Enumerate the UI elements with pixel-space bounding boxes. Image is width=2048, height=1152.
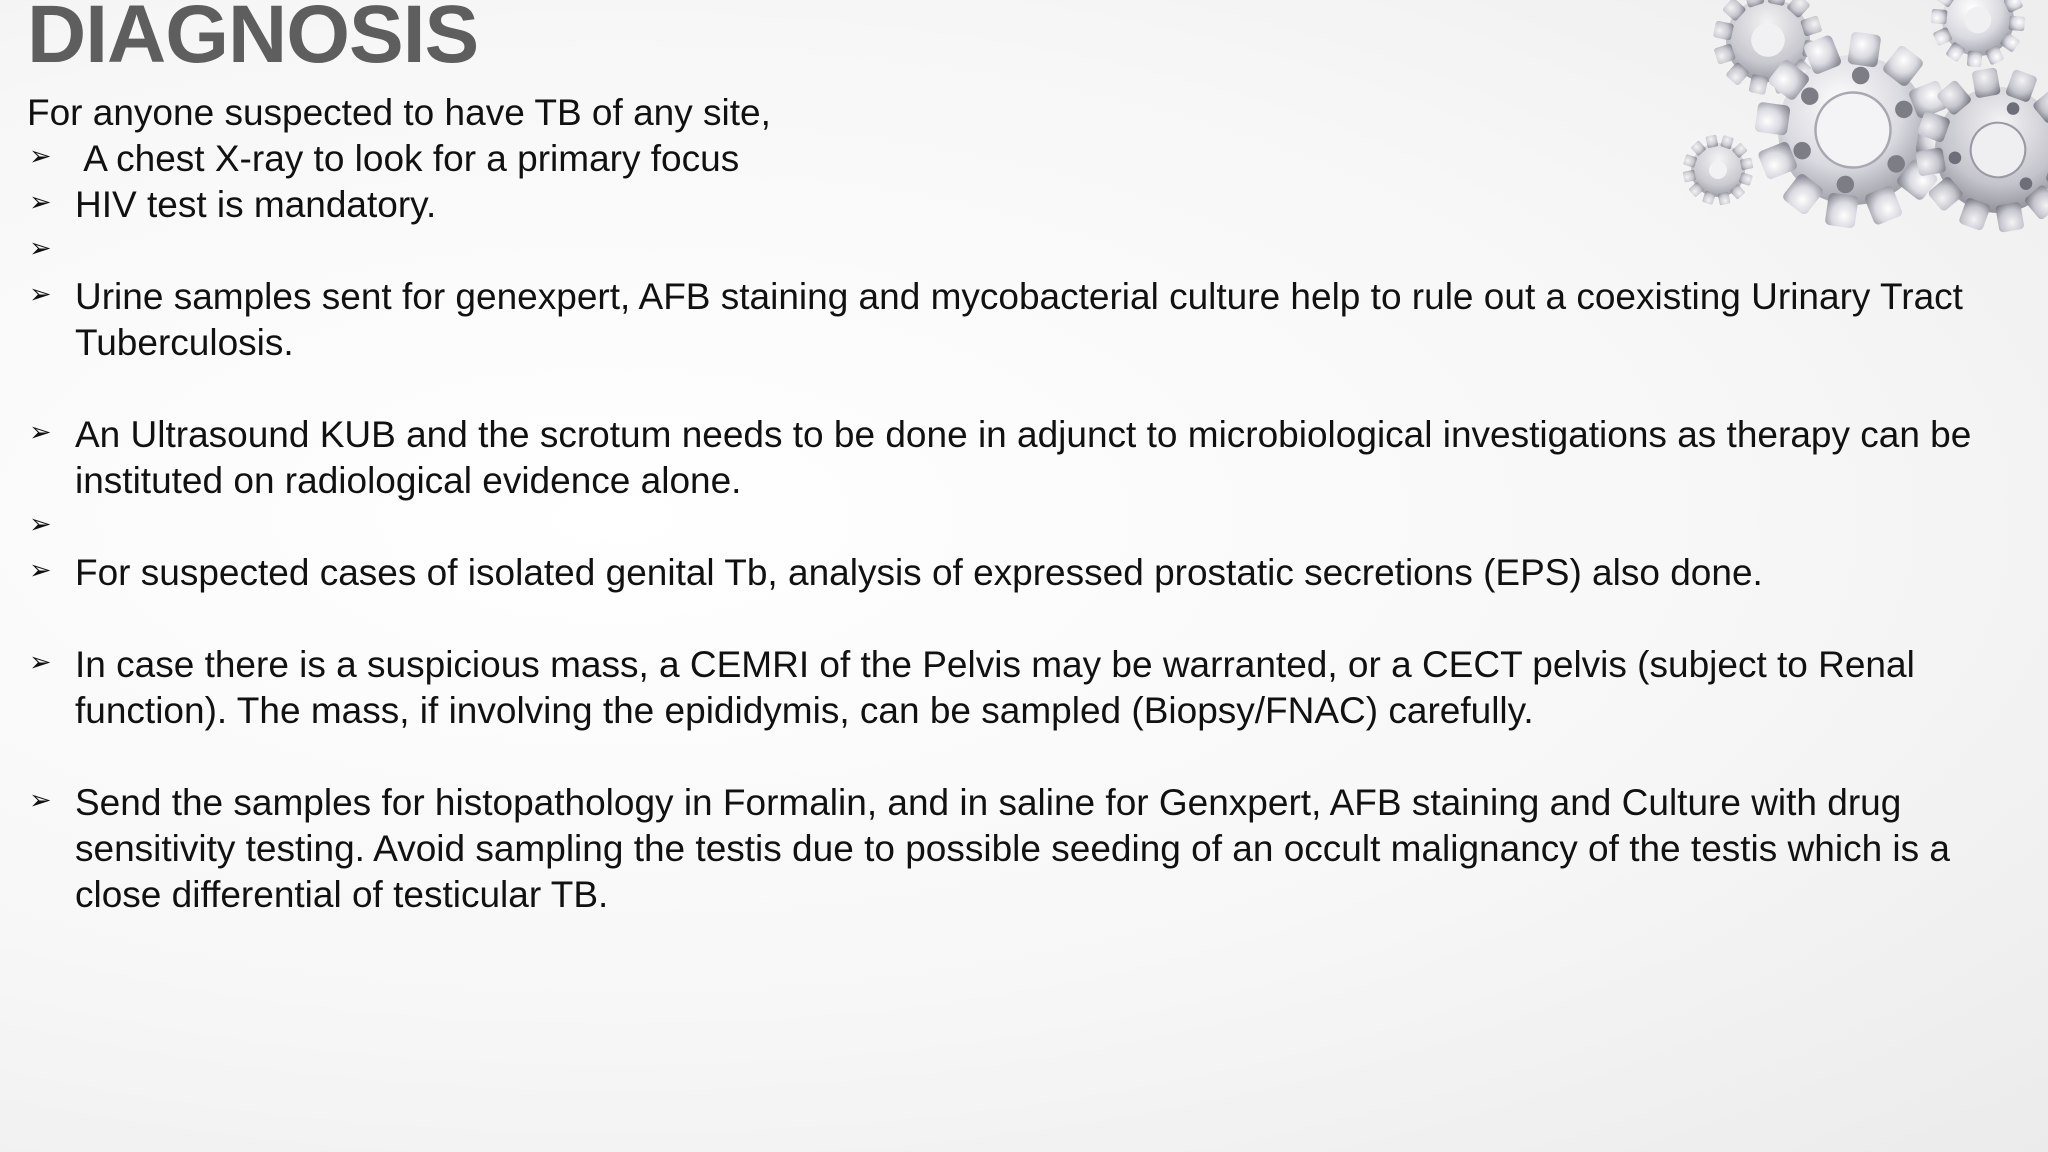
arrow-bullet-icon: ➢ xyxy=(29,187,52,217)
bullet-item xyxy=(27,412,2037,504)
bullet-item xyxy=(27,136,2037,182)
bullet-text: Send the samples for histopathology in Formalin, and in saline for Genxpert, AFB staining and Culture with drug sensitivity testing. Avoid sampling the testis due to possible seeding of an occult malignancy of the testis which is a close differential of testicular TB. xyxy=(75,782,1951,915)
bullet-item-empty xyxy=(27,504,2037,550)
arrow-bullet-icon: ➢ xyxy=(29,647,52,677)
arrow-bullet-icon: ➢ xyxy=(29,279,52,309)
bullet-item-empty xyxy=(27,228,2037,274)
bullet-item xyxy=(27,780,2037,918)
bullet-text: An Ultrasound KUB and the scrotum needs to be done in adjunct to microbiological investigations as therapy can be instituted on radiological evidence alone. xyxy=(75,414,1972,501)
bullet-text: HIV test is mandatory. xyxy=(75,184,437,225)
bullet-item xyxy=(27,182,2037,228)
bullet-text: In case there is a suspicious mass, a CEMRI of the Pelvis may be warranted, or a CECT pelvis (subject to Renal function). The mass, if involving the epididymis, can be sampled (Biopsy/FNAC) carefully. xyxy=(75,644,1915,731)
spacer xyxy=(27,366,2037,412)
bullet-item xyxy=(27,550,2037,596)
bullet-text: A chest X-ray to look for a primary focus xyxy=(75,138,740,179)
intro-text: For anyone suspected to have TB of any site, xyxy=(27,92,771,133)
slide-title: DIAGNOSIS xyxy=(27,0,479,80)
arrow-bullet-icon: ➢ xyxy=(29,141,52,171)
arrow-bullet-icon: ➢ xyxy=(29,233,52,263)
spacer xyxy=(27,596,2037,642)
bullet-list xyxy=(27,136,2037,918)
bullet-item xyxy=(27,642,2037,734)
bullet-item xyxy=(27,274,2037,366)
arrow-bullet-icon: ➢ xyxy=(29,417,52,447)
spacer xyxy=(27,734,2037,780)
bullet-text: Urine samples sent for genexpert, AFB staining and mycobacterial culture help to rule out a coexisting Urinary Tract Tuberculosis. xyxy=(75,276,1963,363)
arrow-bullet-icon: ➢ xyxy=(29,555,52,585)
arrow-bullet-icon: ➢ xyxy=(29,509,52,539)
arrow-bullet-icon: ➢ xyxy=(29,785,52,815)
bullet-text: For suspected cases of isolated genital Tb, analysis of expressed prostatic secretions (EPS) also done. xyxy=(75,552,1763,593)
